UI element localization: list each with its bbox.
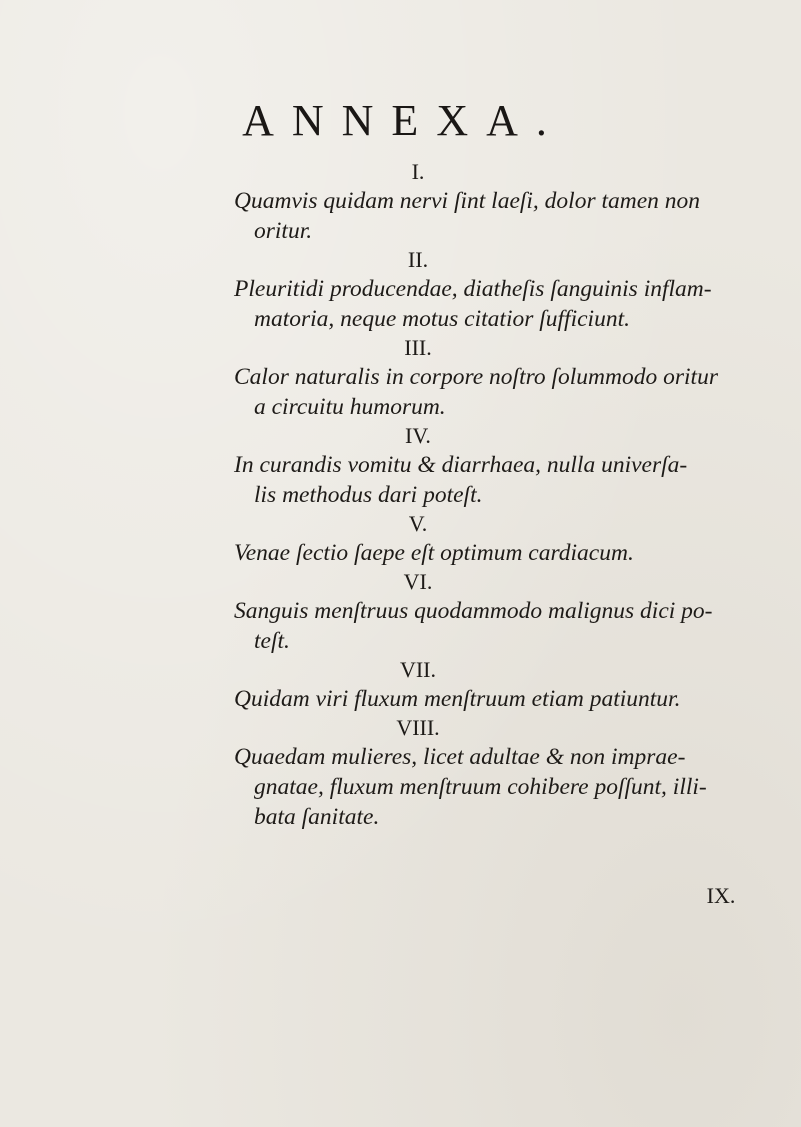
thesis-1 <box>234 158 801 246</box>
thesis-text <box>234 742 779 832</box>
thesis-line: oritur. <box>254 218 313 244</box>
thesis-line: In curandis vomitu & diarrhaea, nulla univerſa- <box>234 452 688 478</box>
thesis-line: Calor naturalis in corpore noſtro ſolummodo oritur <box>234 364 718 390</box>
thesis-line: Venae ſectio ſaepe eſt optimum cardiacum. <box>234 540 634 566</box>
page-title: ANNEXA. <box>242 96 565 145</box>
thesis-line: matoria, neque motus citatior ſufficiunt. <box>254 306 630 332</box>
thesis-3 <box>234 334 801 422</box>
catchword: IX. <box>706 883 736 908</box>
thesis-line: Pleuritidi producendae, diatheſis ſanguinis inflam- <box>234 276 712 302</box>
thesis-text <box>234 596 779 656</box>
thesis-text <box>234 186 779 246</box>
thesis-8 <box>234 714 801 832</box>
thesis-number: VIII. <box>396 715 440 740</box>
thesis-number: VI. <box>403 569 433 594</box>
thesis-text <box>234 362 779 422</box>
theses-list <box>234 158 801 832</box>
thesis-line: a circuitu humorum. <box>254 394 446 420</box>
thesis-line: Quidam viri fluxum menſtruum etiam patiuntur. <box>234 686 681 712</box>
thesis-4 <box>234 422 801 510</box>
thesis-text <box>234 684 779 714</box>
thesis-2 <box>234 246 801 334</box>
thesis-line: lis methodus dari poteſt. <box>254 482 483 508</box>
thesis-number: I. <box>411 159 425 184</box>
thesis-line: gnatae, fluxum menſtruum cohibere poſſunt, illi- <box>254 774 707 800</box>
thesis-number: V. <box>408 511 428 536</box>
thesis-line: Sanguis menſtruus quodammodo malignus dici po- <box>234 598 713 624</box>
thesis-5 <box>234 510 801 568</box>
thesis-number: II. <box>407 247 429 272</box>
thesis-line: Quaedam mulieres, licet adultae & non imprae- <box>234 744 686 770</box>
thesis-number: VII. <box>399 657 437 682</box>
thesis-line: Quamvis quidam nervi ſint laeſi, dolor tamen non <box>234 188 701 214</box>
thesis-number: III. <box>404 335 432 360</box>
thesis-7 <box>234 656 801 714</box>
thesis-text <box>234 538 779 568</box>
thesis-text <box>234 450 779 510</box>
thesis-number: IV. <box>405 423 431 448</box>
thesis-text <box>234 274 779 334</box>
thesis-line: bata ſanitate. <box>254 804 380 830</box>
thesis-line: teſt. <box>254 628 290 654</box>
thesis-6 <box>234 568 801 656</box>
